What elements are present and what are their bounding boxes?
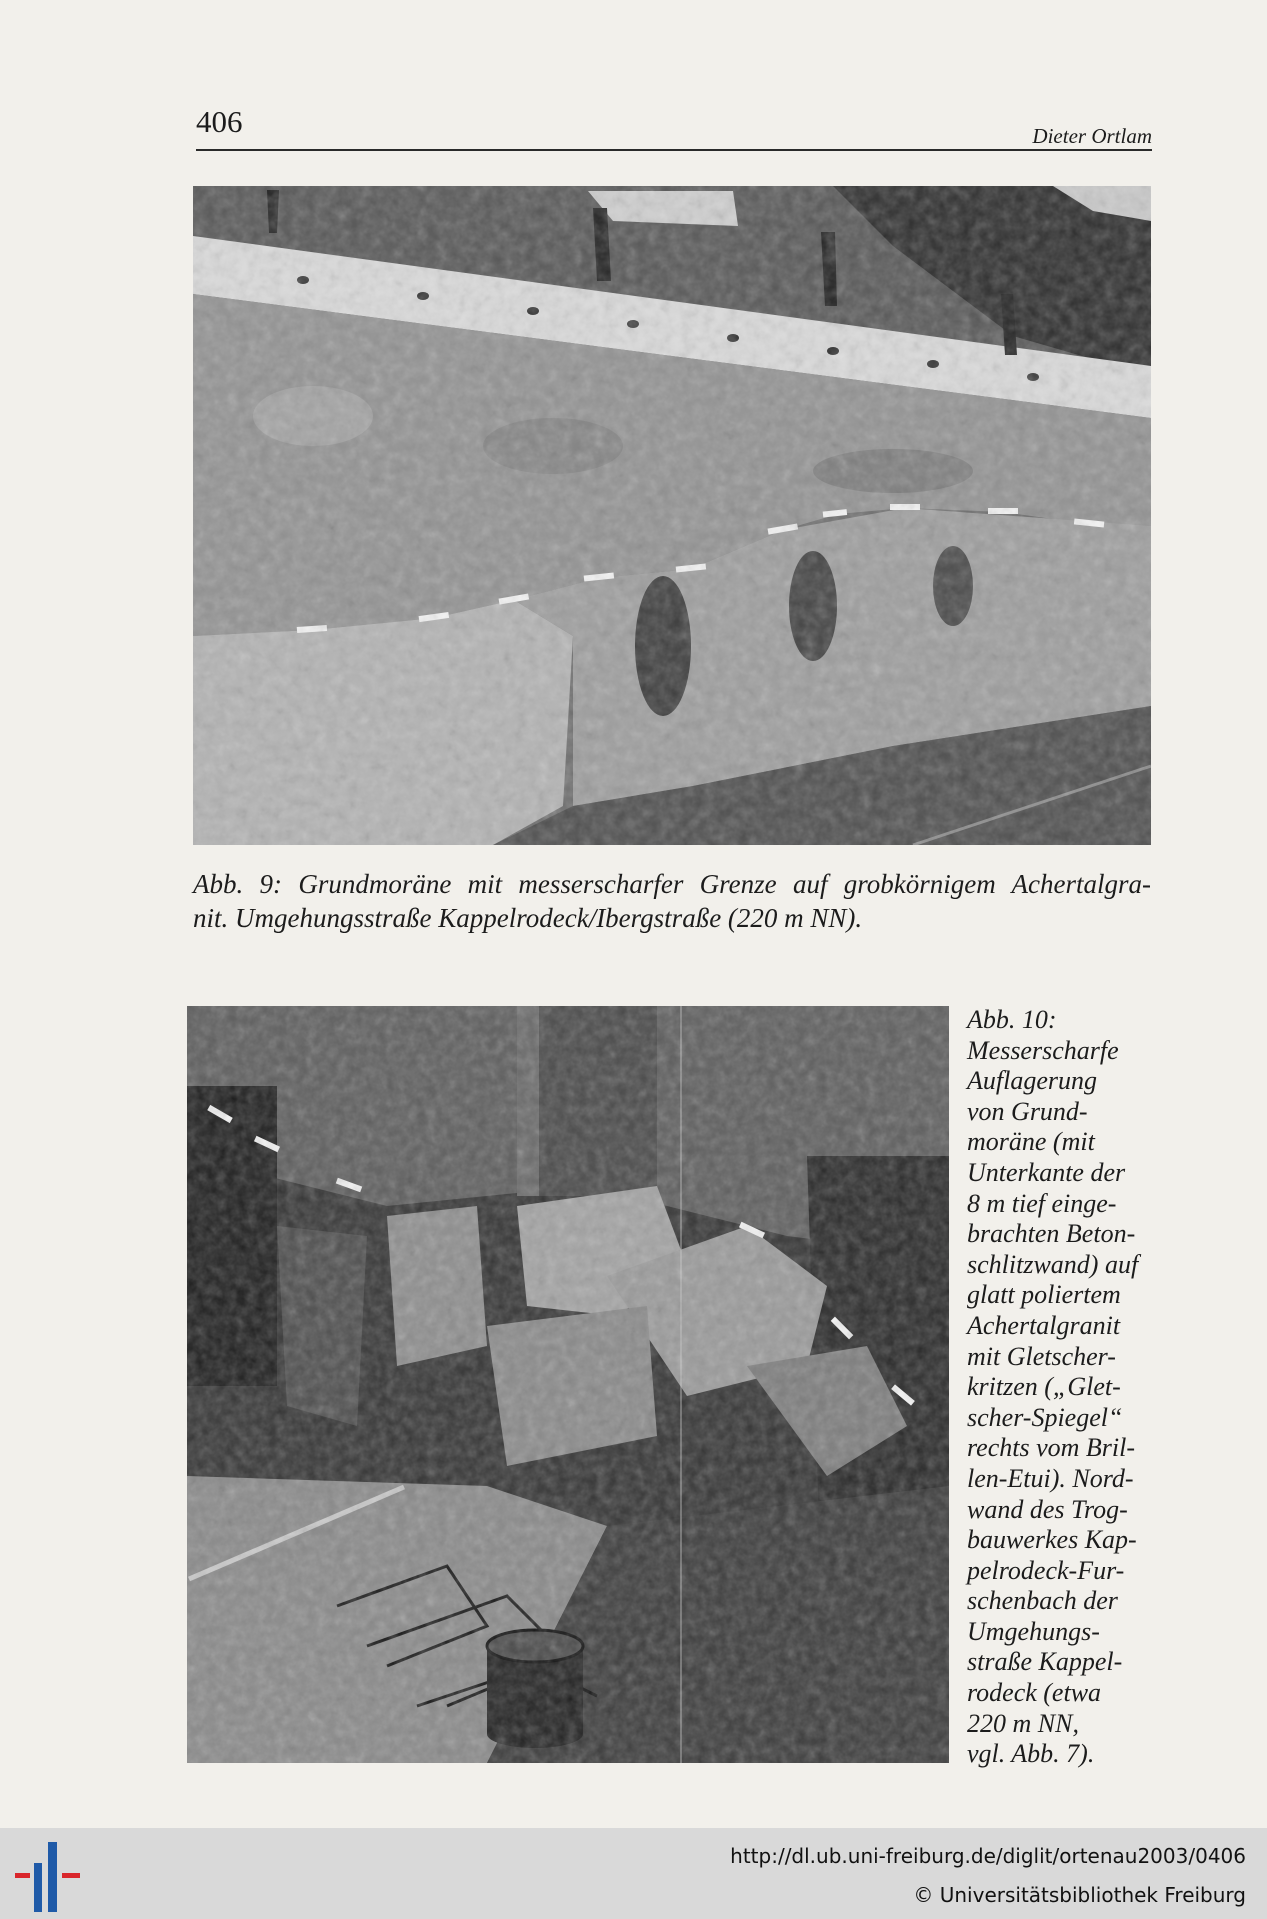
caption-line: nit. Umgehungsstraße Kappelrodeck/Ibergstraße (220 m NN). — [193, 903, 863, 933]
photo-grain — [193, 186, 1151, 845]
caption-line: glatt poliertem — [967, 1280, 1121, 1310]
permalink-url[interactable]: http://dl.ub.uni-freiburg.de/diglit/ortenau2003/0406 — [730, 1844, 1246, 1868]
running-head-author: Dieter Ortlam — [1032, 124, 1152, 148]
caption-line: moräne (mit — [967, 1127, 1095, 1157]
caption-line: Messerscharfe — [967, 1035, 1119, 1065]
caption-line: von Grund- — [967, 1096, 1088, 1126]
caption-line: rechts vom Bril- — [967, 1433, 1135, 1463]
caption-line: Auflagerung — [967, 1066, 1097, 1096]
page-number: 406 — [196, 104, 243, 139]
caption-line: schenbach der — [967, 1586, 1118, 1616]
caption-line: Umgehungs- — [967, 1616, 1100, 1646]
photo-grain — [187, 1006, 949, 1763]
caption-line: len-Etui). Nord- — [967, 1463, 1134, 1493]
caption-line: schlitzwand) auf — [967, 1249, 1139, 1279]
library-footer — [0, 1828, 1267, 1919]
caption-line: mit Gletscher- — [967, 1341, 1116, 1371]
figure-10-photo-image — [187, 1006, 949, 1763]
caption-line: rodeck (etwa — [967, 1678, 1102, 1708]
caption-line: Abb. 10: — [967, 1005, 1057, 1034]
caption-line: Unterkante der — [967, 1157, 1126, 1187]
copyright-notice: © Universitätsbibliothek Freiburg — [913, 1883, 1246, 1907]
figure-10-photo — [187, 1006, 949, 1763]
figure-9-photo-image — [193, 186, 1151, 845]
caption-line: vgl. Abb. 7). — [967, 1739, 1095, 1769]
figure-9-photo — [193, 186, 1151, 845]
caption-line: bauwerkes Kap- — [967, 1525, 1137, 1555]
caption-line: brachten Beton- — [967, 1219, 1136, 1249]
figure-10-caption — [967, 1005, 1167, 1770]
header-rule — [196, 149, 1152, 151]
caption-line: Achertalgranit — [967, 1310, 1121, 1340]
caption-line: 8 m tief einge- — [967, 1188, 1117, 1218]
caption-line: pelrodeck-Fur- — [967, 1555, 1125, 1585]
ub-freiburg-logo-icon — [15, 1842, 81, 1912]
caption-line: 220 m NN, — [967, 1708, 1079, 1738]
figure-9-caption — [193, 867, 1151, 935]
caption-line: scher-Spiegel“ — [967, 1402, 1123, 1432]
caption-line: Abb. 9: Grundmoräne mit messerscharfer Grenze auf grobkörnigem Achertalgra- — [193, 869, 1151, 899]
caption-line: wand des Trog- — [967, 1494, 1128, 1524]
caption-line: kritzen („Glet- — [967, 1372, 1121, 1402]
caption-line: straße Kappel- — [967, 1647, 1123, 1677]
